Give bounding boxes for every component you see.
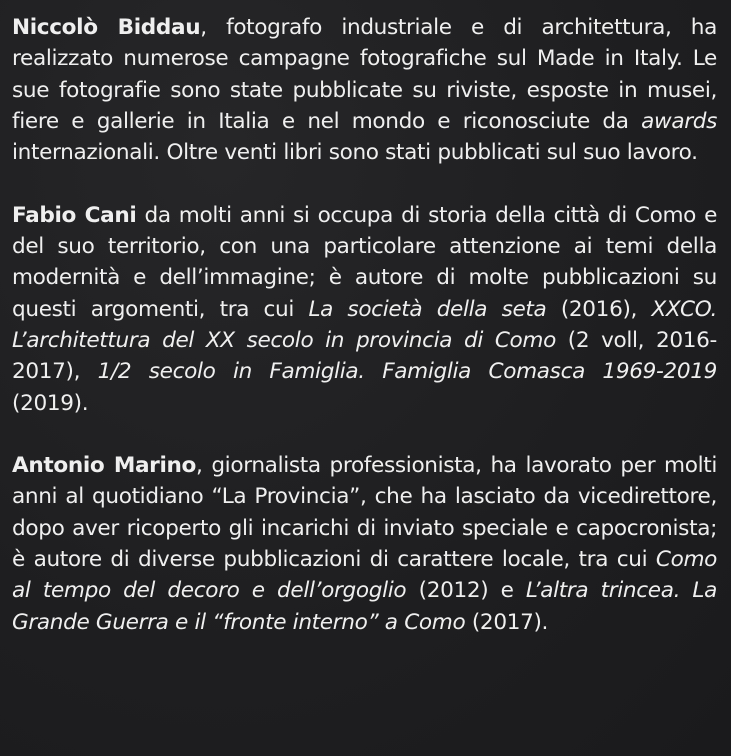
book-title: 1/2 secolo in Famiglia. Famiglia Comasca 1969-2019	[97, 359, 717, 385]
author-name: Fabio Cani	[12, 202, 137, 228]
book-title: La società della seta	[308, 296, 547, 322]
author-name: Niccolò Biddau	[12, 15, 201, 40]
bio-text: , fotografo industriale e di architettura, ha realizzato numerose campagne fotografiche sul Made in Italy. Le sue fotografie sono state pubblicate su riviste, esposte in musei, fiere e gallerie in Italia e nel mondo e riconosciute da	[12, 15, 717, 134]
bio-text: (2019).	[12, 390, 89, 416]
bio-text: (2016),	[546, 296, 652, 322]
bio-text: (2012) e	[406, 578, 526, 604]
author-name: Antonio Marino	[12, 453, 197, 479]
bio-antonio-marino	[12, 450, 717, 638]
bio-italic: awards	[641, 108, 717, 134]
bio-text: da molti anni si occupa di storia della città di Como e del suo territorio, con una particolare attenzione ai temi della modernità e dell’immagine; è autore di molte pubblicazioni su questi argomenti, tra cui	[12, 202, 718, 322]
book-title: XXCO. L’architettura del XX secolo in provincia di Como	[12, 296, 717, 353]
bio-text: internazionali. Oltre venti libri sono stati pubblicati sul suo lavoro.	[12, 140, 698, 166]
bio-niccolo-biddau	[12, 12, 717, 168]
bio-fabio-cani	[12, 200, 717, 419]
bio-text: (2 voll, 2016-2017),	[12, 327, 717, 385]
bio-text: (2017).	[465, 609, 549, 635]
book-title: L’altra trincea. La Grande Guerra e il “fronte interno” a Como	[12, 578, 717, 635]
book-title: Como al tempo del decoro e dell’orgoglio	[12, 547, 717, 604]
bio-text: , giornalista professionista, ha lavorato per molti anni al quotidiano “La Provincia”, che ha lasciato da vicedirettore, dopo aver ricoperto gli incarichi di inviato speciale e capocronista; è autore di diverse pubblicazioni di carattere locale, tra cui	[12, 453, 717, 573]
